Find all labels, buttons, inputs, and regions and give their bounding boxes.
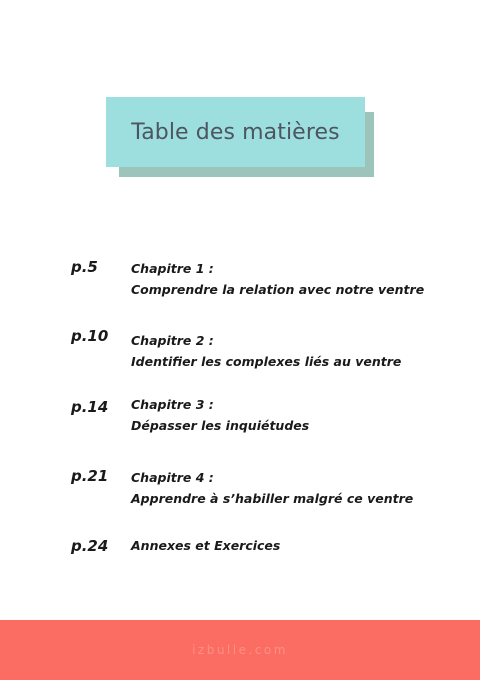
footer-website-text: izbulle.com — [192, 643, 288, 657]
toc-chapter-title: Identifier les complexes liés au ventre — [131, 354, 402, 369]
toc-page-number: p.5 — [71, 258, 98, 276]
toc-chapter-title: Comprendre la relation avec notre ventre — [131, 282, 425, 297]
title-box — [106, 97, 365, 167]
toc-chapter-title: Annexes et Exercices — [131, 538, 281, 553]
toc-page-number: p.24 — [71, 537, 109, 555]
page-title: Table des matières — [131, 119, 340, 145]
toc-chapter — [131, 535, 451, 556]
toc-chapter-title: Apprendre à s’habiller malgré ce ventre — [131, 491, 414, 506]
toc-page-number: p.14 — [71, 398, 109, 416]
toc-chapter — [131, 467, 451, 509]
toc-chapter — [131, 258, 451, 300]
toc-chapter-label: Chapitre 1 : — [131, 261, 214, 276]
toc-chapter-label: Chapitre 4 : — [131, 470, 214, 485]
toc-chapter — [131, 330, 451, 372]
toc-chapter — [131, 394, 451, 436]
toc-chapter-title: Dépasser les inquiétudes — [131, 418, 310, 433]
footer-band — [0, 620, 480, 680]
toc-chapter-label: Chapitre 2 : — [131, 333, 214, 348]
toc-chapter-label: Chapitre 3 : — [131, 397, 214, 412]
toc-page-number: p.10 — [71, 327, 109, 345]
title-block — [106, 97, 374, 177]
toc-page-number: p.21 — [71, 467, 109, 485]
